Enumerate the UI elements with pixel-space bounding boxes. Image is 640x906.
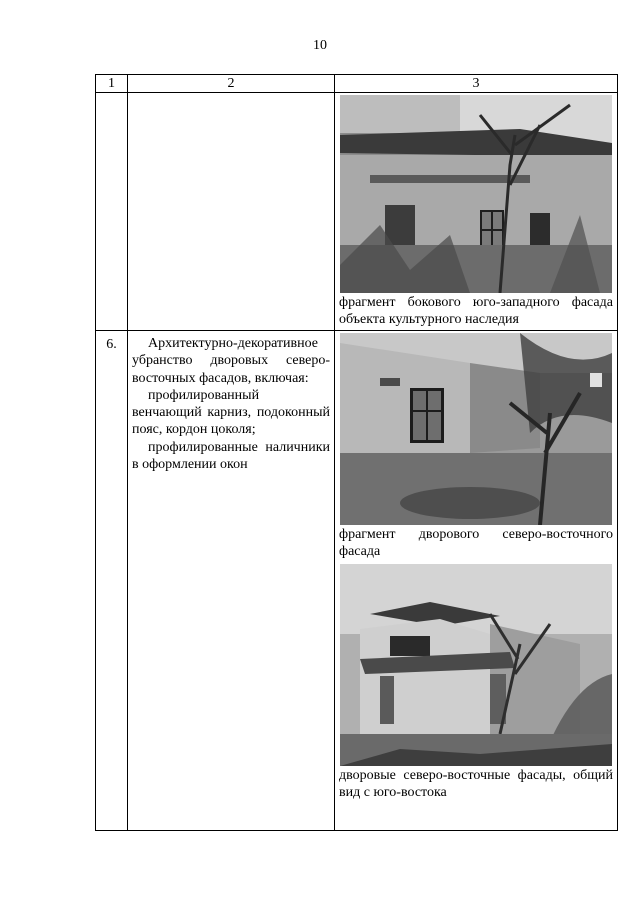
page-number: 10 (313, 38, 327, 53)
table-row-6 (96, 331, 618, 831)
description-paragraph-1: Архитектурно-декоративное убранство дворовых северо-восточных фасадов, включая: (132, 336, 330, 386)
cell-description-6 (128, 331, 335, 831)
caption-southwest-facade: фрагмент бокового юго-западного фасада объекта культурного наследия (339, 295, 613, 327)
caption-northeast-fragment: фрагмент дворового северо-восточного фасада (339, 527, 613, 559)
description-paragraph-2: профилированный венчающий карниз, подоконный пояс, кордон цоколя; (132, 387, 330, 438)
cell-photo-southwest (335, 93, 618, 331)
heritage-table (95, 74, 618, 831)
header-col-2: 2 (128, 75, 335, 93)
description-paragraph-3: профилированные наличники в оформлении окон (132, 439, 330, 473)
photo-northeast-courtyard-fragment (340, 333, 612, 525)
cell-number-empty (96, 93, 128, 331)
cell-photos-northeast (335, 331, 618, 831)
cell-description-empty (128, 93, 335, 331)
caption-northeast-general: дворовые северо-восточные фасады, общий вид с юго-востока (339, 768, 613, 800)
table-header-row (96, 75, 618, 93)
header-col-3: 3 (335, 75, 618, 93)
header-col-1: 1 (96, 75, 128, 93)
photo-northeast-general-view (340, 564, 612, 766)
photo-southwest-facade-fragment (340, 95, 612, 293)
cell-number-6: 6. (96, 331, 128, 831)
table-row-continued (96, 93, 618, 331)
